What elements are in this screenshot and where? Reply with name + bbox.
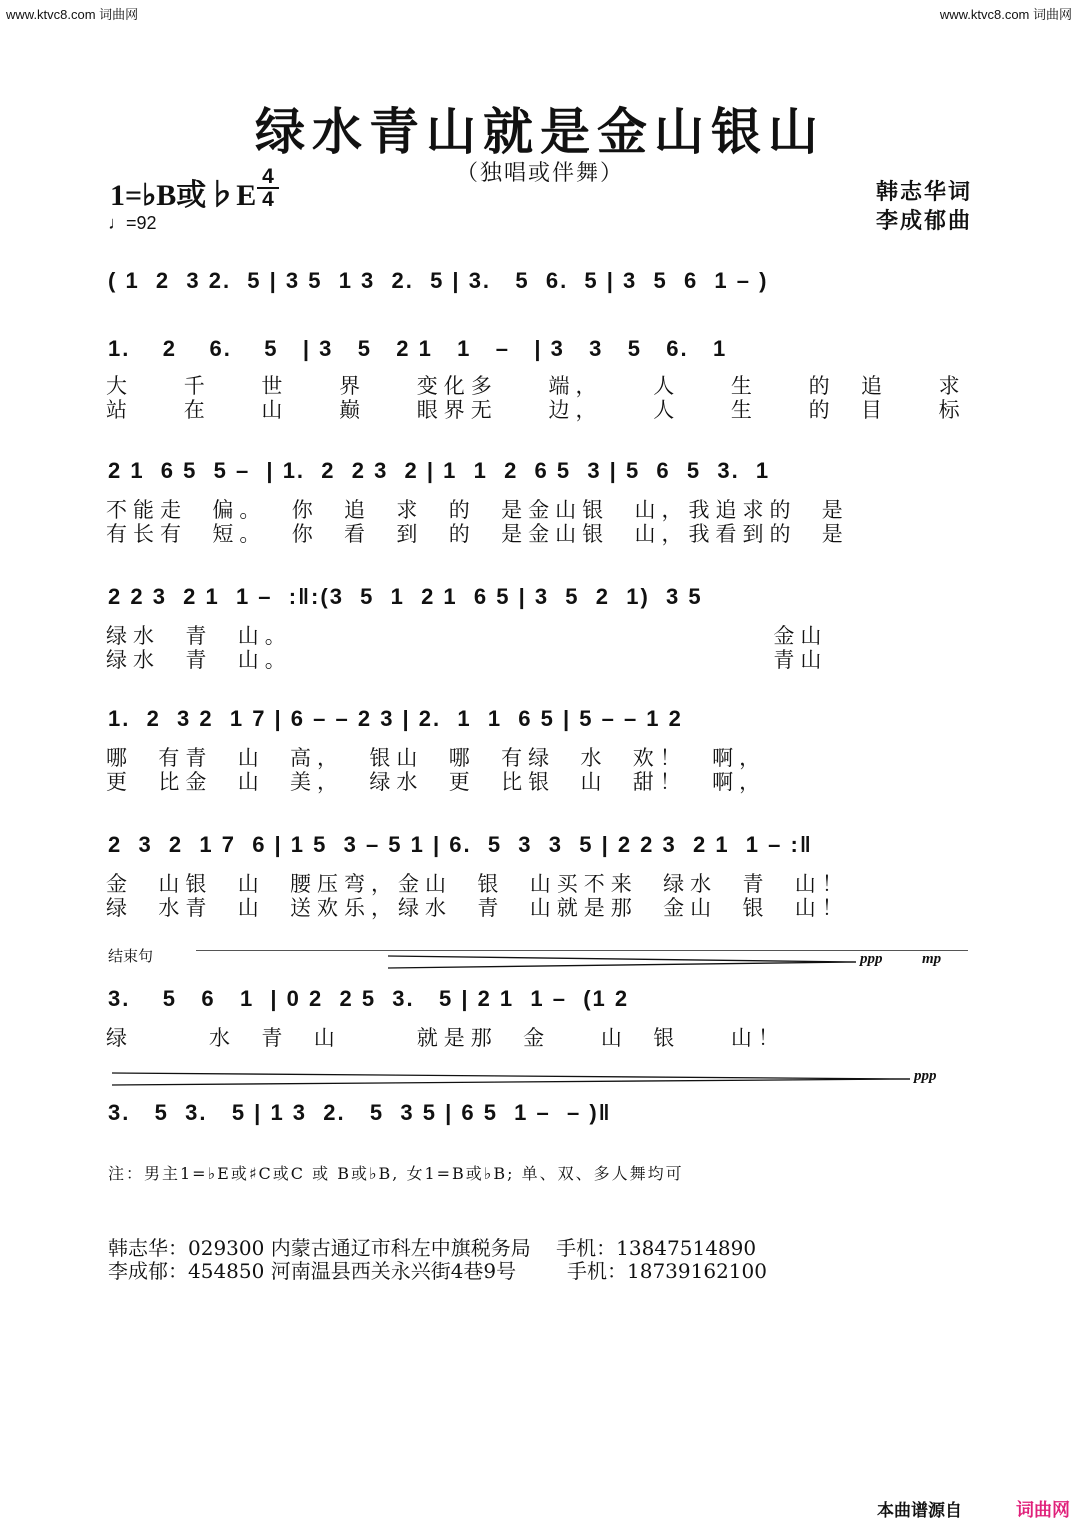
lyrics-line-2-verse-1: 大 千 世 界 变化多 端， 人 生 的 追 求 <box>106 374 966 398</box>
dynamic-ppp-1: ppp <box>860 951 883 967</box>
decrescendo-hairpin-1 <box>388 954 858 970</box>
tempo-marking: ♩=92 <box>108 213 157 233</box>
composer-credit: 李成郁曲 <box>875 208 972 234</box>
notation-line-4: 2 2 3 2 1 1 – :‖:(3 5 1 2 1 6 5 | 3 5 2 1) 3 5 <box>108 584 703 609</box>
coda-label: 结束句 <box>108 947 154 965</box>
contact-lyricist: 韩志华：029300 内蒙古通辽市科左中旗税务局 手机：13847514890 <box>108 1236 757 1260</box>
lyrics-line-7: 绿 水 青 山 就是那 金 山 银 山！ <box>106 1026 785 1050</box>
site-logo[interactable]: 词曲网 <box>1016 1500 1070 1521</box>
footer-source-text: 本曲谱源自 <box>877 1501 962 1521</box>
notation-line-7: 3. 5 6 1 | 0 2 2 5 3. 5 | 2 1 1 – (1 2 <box>108 986 630 1011</box>
dynamic-mp: mp <box>922 951 942 967</box>
notation-line-2: 1. 2 6. 5 | 3 5 2 1 1 – | 3 3 5 6. 1 <box>108 336 728 361</box>
lyrics-line-3-verse-2: 有长有 短。 你 看 到 的 是金山银 山，我看到的 是 <box>106 522 849 546</box>
song-title: 绿水青山就是金山银山 <box>255 102 825 161</box>
time-signature <box>257 166 279 210</box>
lyrics-line-5-verse-1: 哪 有青 山 高， 银山 哪 有绿 水 欢！ 啊， <box>106 746 767 770</box>
watermark-left: www.ktvc8.com 词曲网 <box>6 7 139 22</box>
time-signature-top: 4 <box>262 165 274 188</box>
lyrics-line-6-verse-1: 金 山银 山 腰压弯，金山 银 山买不来 绿水 青 山！ <box>106 872 849 896</box>
lyrics-line-5-verse-2: 更 比金 山 美， 绿水 更 比银 山 甜！ 啊， <box>106 770 767 794</box>
performance-note: 注：男主1=♭E或♯C或C 或 B或♭B, 女1=B或♭B; 单、双、多人舞均可 <box>108 1164 684 1183</box>
contact-composer: 李成郁：454850 河南温县西关永兴街4巷9号 手机：18739162100 <box>108 1259 767 1283</box>
notation-line-1: ( 1 2 3 2. 5 | 3 5 1 3 2. 5 | 3. 5 6. 5 | 3 5 6 1 – ) <box>108 268 769 293</box>
dynamic-ppp-2: ppp <box>914 1068 937 1084</box>
decrescendo-hairpin-2 <box>112 1071 912 1087</box>
lyrics-line-4-verse-1: 绿水 青 山。 金山 <box>106 624 828 648</box>
lyrics-line-6-verse-2: 绿 水青 山 送欢乐，绿水 青 山就是那 金山 银 山！ <box>106 896 849 920</box>
notation-line-3: 2 1 6 5 5 – | 1. 2 2 3 2 | 1 1 2 6 5 3 | 5 6 5 3. 1 <box>108 458 771 483</box>
coda-bracket <box>196 950 968 951</box>
lyrics-line-3-verse-1: 不能走 偏。 你 追 求 的 是金山银 山，我追求的 是 <box>106 498 849 522</box>
lyrics-line-2-verse-2: 站 在 山 巅 眼界无 边， 人 生 的 目 标 <box>106 398 966 422</box>
song-subtitle: （独唱或伴舞） <box>455 161 624 186</box>
lyricist-credit: 韩志华词 <box>875 179 972 205</box>
key-signature: 1=♭B或♭E <box>110 179 257 212</box>
notation-line-8: 3. 5 3. 5 | 1 3 2. 5 3 5 | 6 5 1 – – )‖ <box>108 1100 612 1125</box>
time-signature-bottom: 4 <box>257 187 279 210</box>
notation-line-6: 2 3 2 1 7 6 | 1 5 3 – 5 1 | 6. 5 3 3 5 | 2 2 3 2 1 1 – :‖ <box>108 832 813 857</box>
notation-line-5: 1. 2 3 2 1 7 | 6 – – 2 3 | 2. 1 1 6 5 | 5 – – 1 2 <box>108 706 683 731</box>
watermark-right: www.ktvc8.com 词曲网 <box>939 7 1072 22</box>
lyrics-line-4-verse-2: 绿水 青 山。 青山 <box>106 648 828 672</box>
